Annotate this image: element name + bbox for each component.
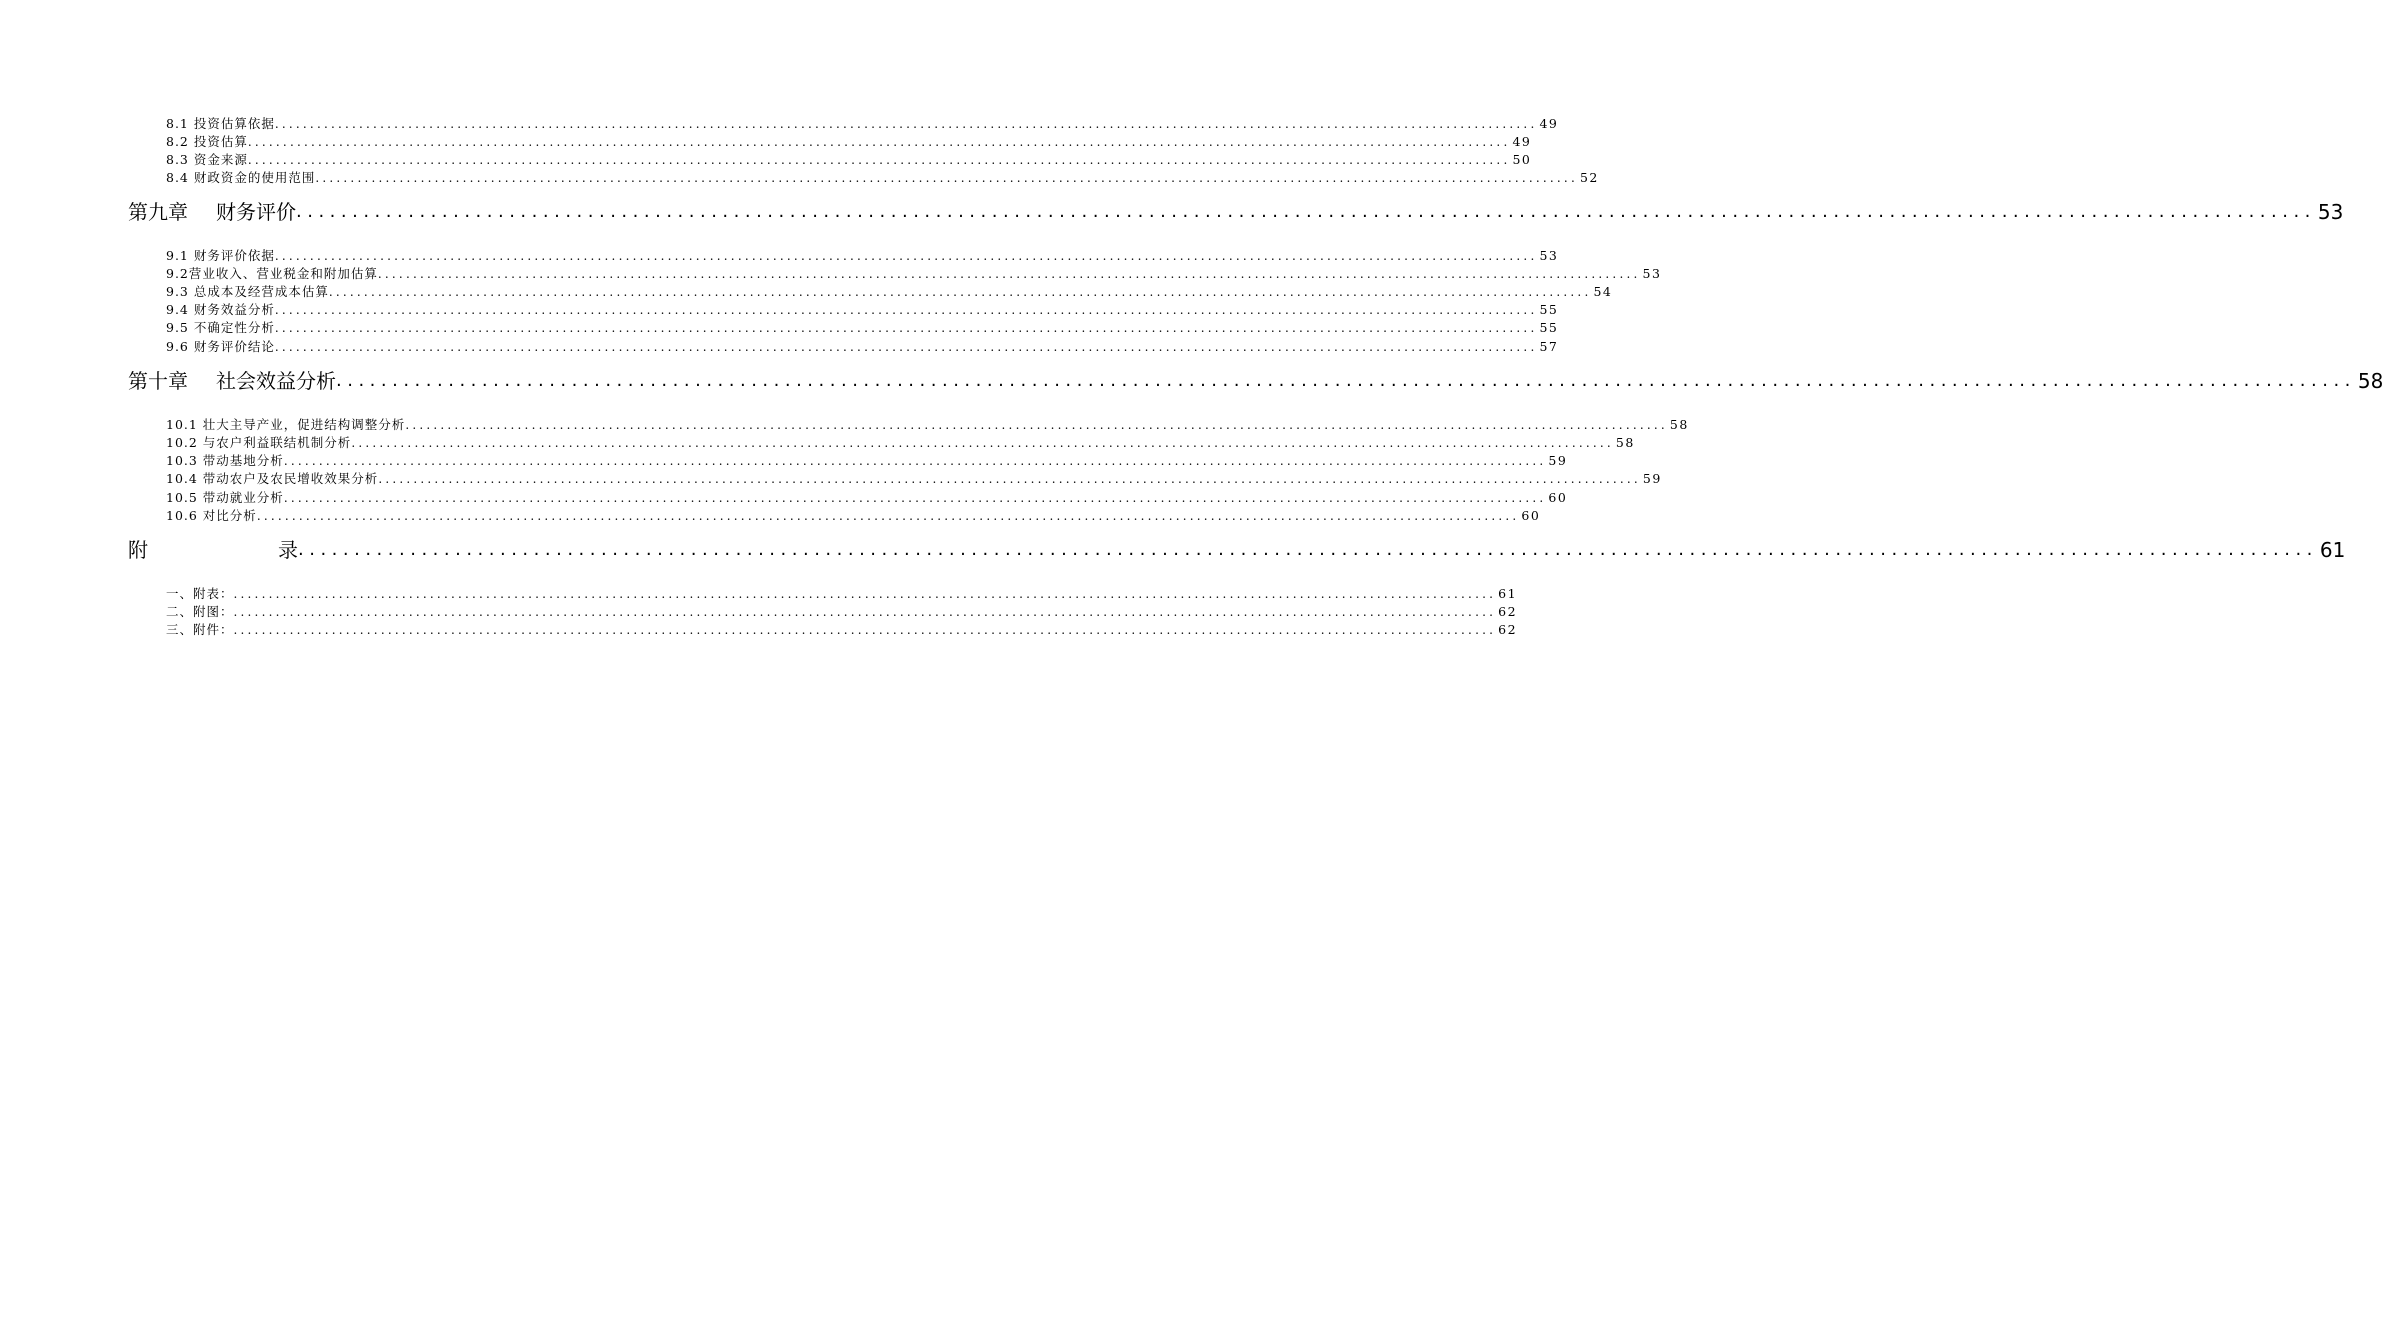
toc-chapter-9[interactable] [128, 197, 2344, 227]
toc-entry-page: 60 [1521, 508, 1541, 523]
chapter-title: 社会效益分析 [216, 369, 336, 393]
toc-entry-10-4[interactable] [166, 470, 1662, 488]
leader-dots: .................................................................................................................................................................................... [274, 249, 1538, 263]
toc-entry-page: 52 [1579, 170, 1599, 185]
toc-entry-label: 8.3 资金来源 [166, 152, 248, 167]
toc-entry-page: 58 [1615, 435, 1635, 450]
leader-dots: .................................................................................................................................................................................... [283, 454, 1547, 468]
toc-entry-page: 59 [1642, 471, 1662, 486]
toc-entry-label: 9.4 财务效益分析 [166, 302, 275, 317]
toc-appendix[interactable] [128, 535, 2346, 565]
chapter-title: 财务评价 [216, 200, 296, 224]
toc-entry-page: 57 [1539, 339, 1559, 354]
leader-dots: .................................................................................................................................................................................... [256, 509, 1520, 523]
toc-entry-8-4[interactable] [166, 169, 1599, 187]
leader-dots: .................................................................................................................................................................................... [274, 321, 1538, 335]
toc-entry-label: 8.1 投资估算依据 [166, 116, 275, 131]
toc-entry-label: 一、附表： [166, 586, 234, 601]
toc-entry-label: 10.4 带动农户及农民增收效果分析 [166, 471, 379, 486]
toc-entry-label: 9.1 财务评价依据 [166, 248, 275, 263]
leader-dots: .................................................................................................................................................................................... [351, 436, 1614, 450]
leader-dots: .................................................................................................................................................................................... [336, 370, 2356, 391]
leader-dots: .................................................................................................................................................................................... [247, 135, 1511, 149]
toc-entry-label: 三、附件： [166, 622, 234, 637]
toc-entry-appendix-2[interactable] [166, 603, 1518, 621]
toc-entry-9-4[interactable] [166, 301, 1559, 319]
toc-chapter-label [128, 366, 336, 396]
toc-entry-label: 9.3 总成本及经营成本估算 [166, 284, 329, 299]
toc-entry-label: 10.1 壮大主导产业，促进结构调整分析 [166, 417, 406, 432]
toc-appendix-label [128, 535, 298, 565]
chapter-number: 第九章 [128, 200, 188, 224]
appendix-char-2: 录 [278, 538, 298, 562]
toc-entry-label: 二、附图： [166, 604, 234, 619]
toc-entry-page: 55 [1539, 320, 1559, 335]
chapter-number: 第十章 [128, 369, 188, 393]
toc-chapter-page: 53 [2317, 200, 2344, 224]
toc-entry-8-3[interactable] [166, 151, 1532, 169]
toc-entry-page: 62 [1498, 604, 1518, 619]
toc-entry-page: 49 [1512, 134, 1532, 149]
toc-entry-page: 53 [1642, 266, 1662, 281]
toc-entry-9-6[interactable] [166, 338, 1559, 356]
toc-entry-label: 10.6 对比分析 [166, 508, 257, 523]
toc-entry-10-6[interactable] [166, 507, 1541, 525]
leader-dots: .................................................................................................................................................................................... [405, 418, 1668, 432]
toc-entry-page: 55 [1539, 302, 1559, 317]
toc-chapter-10[interactable] [128, 366, 2383, 396]
leader-dots: .................................................................................................................................................................................... [247, 153, 1511, 167]
toc-entry-page: 60 [1548, 490, 1568, 505]
toc-entry-label: 8.4 财政资金的使用范围 [166, 170, 316, 185]
leader-dots: .................................................................................................................................................................................... [283, 491, 1547, 505]
toc-entry-10-5[interactable] [166, 489, 1568, 507]
leader-dots: .................................................................................................................................................................................... [274, 340, 1538, 354]
toc-entry-9-3[interactable] [166, 283, 1613, 301]
toc-entry-page: 62 [1498, 622, 1518, 637]
toc-entry-page: 59 [1548, 453, 1568, 468]
toc-entry-9-1[interactable] [166, 247, 1559, 265]
leader-dots: .................................................................................................................................................................................... [298, 539, 2318, 560]
toc-entry-label: 10.3 带动基地分析 [166, 453, 284, 468]
toc-entry-appendix-3[interactable] [166, 621, 1518, 639]
toc-entry-10-2[interactable] [166, 434, 1635, 452]
toc-entry-appendix-1[interactable] [166, 585, 1518, 603]
toc-entry-label: 8.2 投资估算 [166, 134, 248, 149]
leader-dots: .................................................................................................................................................................................... [377, 267, 1641, 281]
toc-appendix-page: 61 [2319, 538, 2346, 562]
appendix-char-1: 附 [128, 538, 148, 562]
toc-chapter-label [128, 197, 296, 227]
toc-entry-8-1[interactable] [166, 115, 1559, 133]
leader-dots: .................................................................................................................................................................................... [378, 472, 1641, 486]
toc-entry-9-2[interactable] [166, 265, 1662, 283]
leader-dots: .................................................................................................................................................................................... [274, 117, 1538, 131]
toc-entry-10-3[interactable] [166, 452, 1568, 470]
toc-entry-10-1[interactable] [166, 416, 1689, 434]
toc-entry-label: 9.6 财务评价结论 [166, 339, 275, 354]
leader-dots: .................................................................................................................................................................................... [233, 605, 1497, 619]
toc-entry-label: 10.5 带动就业分析 [166, 490, 284, 505]
toc-entry-page: 58 [1669, 417, 1689, 432]
toc-entry-label: 10.2 与农户利益联结机制分析 [166, 435, 352, 450]
toc-entry-9-5[interactable] [166, 319, 1559, 337]
leader-dots: .................................................................................................................................................................................... [315, 171, 1578, 185]
toc-entry-page: 50 [1512, 152, 1532, 167]
leader-dots: .................................................................................................................................................................................... [233, 623, 1497, 637]
leader-dots: .................................................................................................................................................................................... [296, 201, 2316, 222]
toc-entry-page: 53 [1539, 248, 1559, 263]
leader-dots: .................................................................................................................................................................................... [328, 285, 1592, 299]
toc-entry-label: 9.5 不确定性分析 [166, 320, 275, 335]
toc-entry-label: 9.2营业收入、营业税金和附加估算 [166, 266, 378, 281]
toc-entry-page: 61 [1498, 586, 1518, 601]
toc-entry-8-2[interactable] [166, 133, 1532, 151]
toc-chapter-page: 58 [2357, 369, 2383, 393]
toc-entry-page: 54 [1593, 284, 1613, 299]
toc-entry-page: 49 [1539, 116, 1559, 131]
leader-dots: .................................................................................................................................................................................... [233, 587, 1497, 601]
leader-dots: .................................................................................................................................................................................... [274, 303, 1538, 317]
